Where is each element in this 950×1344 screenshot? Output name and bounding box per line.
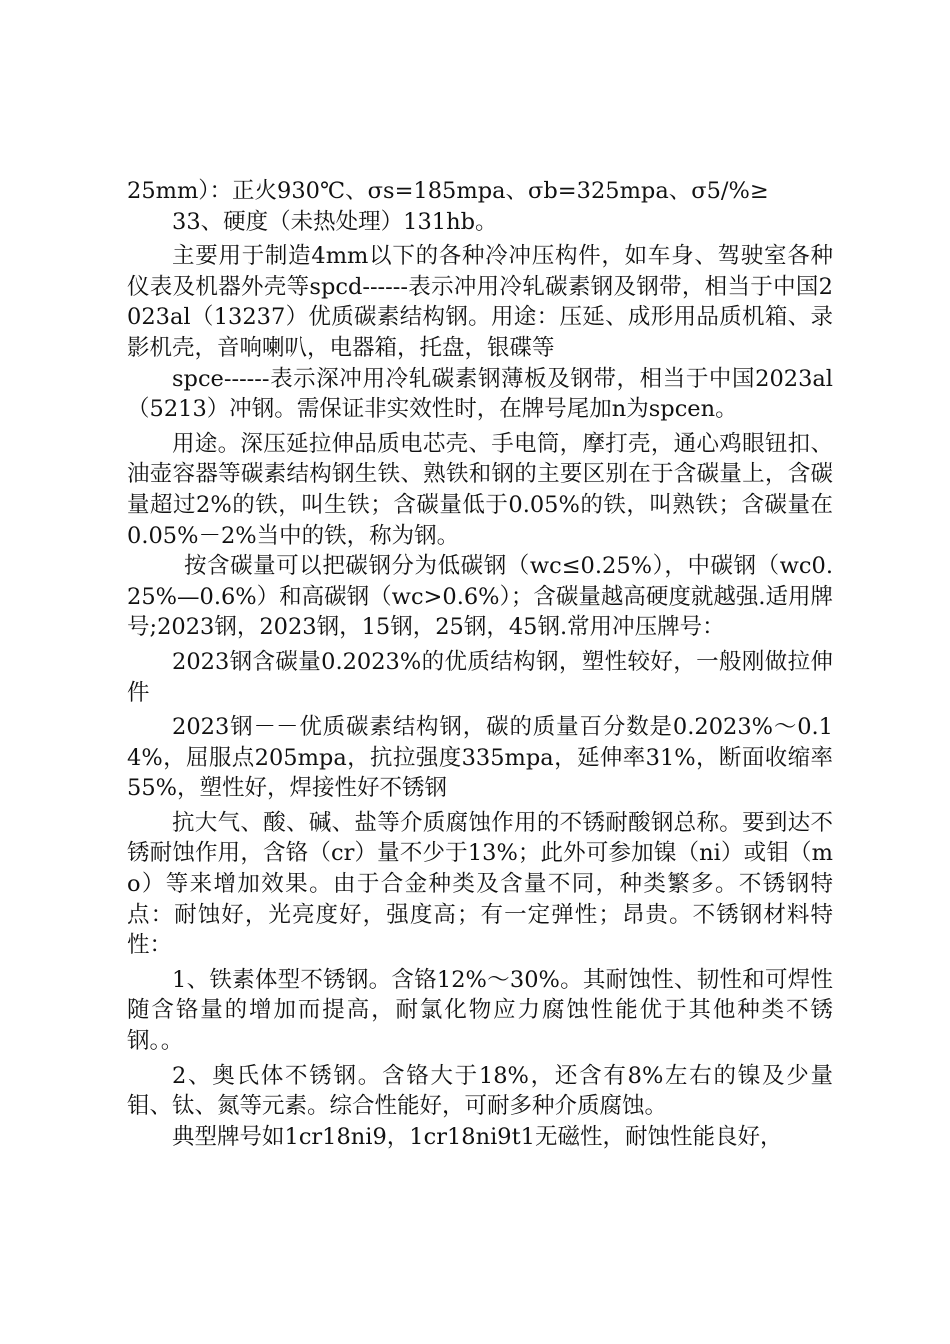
paragraph-9: 抗大气、酸、碱、盐等介质腐蚀作用的不锈耐酸钢总称。要到达不锈耐蚀作用，含铬（cr）量不少于13%；此外可参加镍（ni）或钼（mo）等来增加效果。由于合金种类及含量不同，种类繁多。不锈钢特点：耐蚀好，光亮度好，强度高；有一定弹性；昂贵。不锈钢材料特性： [127, 809, 833, 959]
document-page [127, 176, 833, 1152]
paragraph-4: spce------表示深冲用冷轧碳素钢薄板及钢带，相当于中国2023al（5213）冲钢。需保证非实效性时，在牌号尾加n为spcen。 [127, 365, 833, 423]
paragraph-12: 典型牌号如1cr18ni9，1cr18ni9t1无磁性，耐蚀性能良好， [172, 1123, 783, 1150]
paragraph-3: 主要用于制造4mm以下的各种冷冲压构件，如车身、驾驶室各种仪表及机器外壳等spcd------表示冲用冷轧碳素钢及钢带，相当于中国2023al（13237）优质碳素结构钢。用途：压延、成形用品质机箱、录影机壳，音响喇叭，电器箱，托盘，银碟等 [127, 243, 833, 361]
paragraph-7: 2023钢含碳量0.2023%的优质结构钢，塑性较好，一般刚做拉伸件 [127, 648, 833, 706]
paragraph-11: 2、奥氏体不锈钢。含铬大于18%，还含有8%左右的镍及少量钼、钛、氮等元素。综合性能好，可耐多种介质腐蚀。 [127, 1062, 833, 1120]
paragraph-5: 用途。深压延拉伸品质电芯壳、手电筒，摩打壳，通心鸡眼钮扣、油壶容器等碳素结构钢生铁、熟铁和钢的主要区别在于含碳量上，含碳量超过2%的铁，叫生铁；含碳量低于0.05%的铁，叫熟铁；含碳量在0.05%－2%当中的铁，称为钢。 [127, 430, 833, 549]
paragraph-6: 按含碳量可以把碳钢分为低碳钢（wc≤0.25%），中碳钢（wc0.25%—0.6%）和高碳钢（wc>0.6%）；含碳量越高硬度就越强.适用牌号;2023钢，2023钢，15钢，25钢，45钢.常用冲压牌号： [127, 553, 833, 641]
paragraph-2: 33、硬度（未热处理）131hb。 [172, 208, 498, 235]
paragraph-8: 2023钢－－优质碳素结构钢，碳的质量百分数是0.2023%～0.14%，屈服点205mpa，抗拉强度335mpa，延伸率31%，断面收缩率55%，塑性好，焊接性好不锈钢 [127, 714, 833, 802]
paragraph-10: 1、铁素体型不锈钢。含铬12%～30%。其耐蚀性、韧性和可焊性随含铬量的增加而提高，耐氯化物应力腐蚀性能优于其他种类不锈钢。。 [127, 966, 833, 1055]
paragraph-1: 25mm）：正火930℃、σs=185mpa、σb=325mpa、σ5/%≥ [127, 178, 769, 204]
